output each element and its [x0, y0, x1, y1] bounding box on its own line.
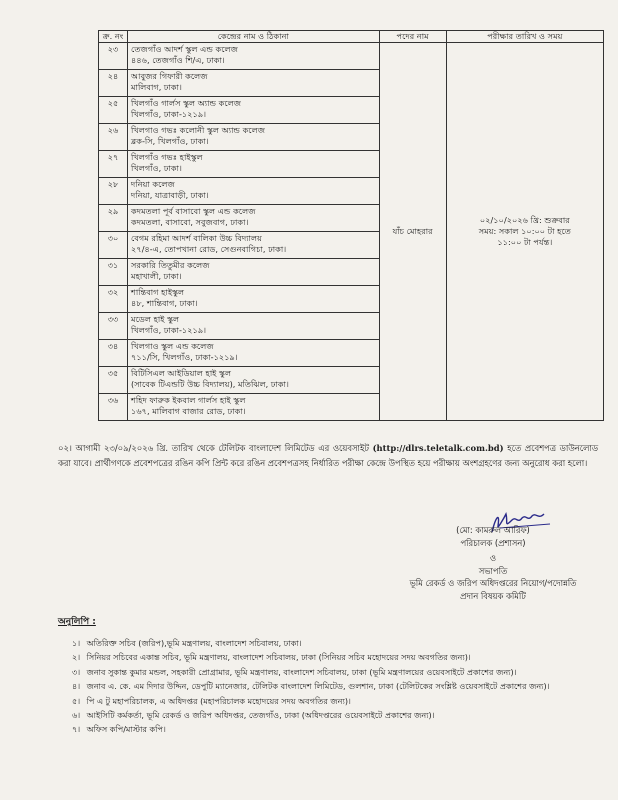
- centre-name: আবুজর গিফারী কলেজ: [131, 71, 208, 81]
- centre-cell: [128, 232, 379, 259]
- list-item: [72, 665, 600, 679]
- list-item: [72, 694, 600, 708]
- centre-address: দনিয়া, যাত্রাবাড়ী, ঢাকা।: [131, 190, 209, 200]
- serial-cell: ৩১: [99, 259, 128, 286]
- list-item: [72, 636, 600, 650]
- copy-to-list: [72, 636, 600, 737]
- serial-cell: ৩৫: [99, 367, 128, 394]
- centre-cell: [128, 124, 379, 151]
- list-item-number: ৬।: [72, 710, 81, 721]
- centre-name: খিলগাও স্কুল এন্ড কলেজ: [131, 341, 214, 351]
- table-header-row: [99, 31, 604, 43]
- centre-address: ৭১১/সি, খিলগাঁও, ঢাকা-১২১৯।: [131, 352, 238, 362]
- notice-paragraph: [58, 441, 598, 471]
- centre-name: শহিদ ফারুক ইকবাল গার্লস হাই স্কুল: [131, 395, 246, 405]
- centre-name: খিলগাঁও গার্লস স্কুল অ্যান্ড কলেজ: [131, 98, 242, 108]
- centre-name: বেগম রহিমা আদর্শ বালিকা উচ্চ বিদ্যালয়: [131, 233, 262, 243]
- serial-cell: ২৬: [99, 124, 128, 151]
- centre-name: মডেল হাই স্কুল: [131, 314, 180, 324]
- centre-name: কদমতলা পূর্ব বাসাবো স্কুল এন্ড কলেজ: [131, 206, 256, 216]
- centre-name: সরকারি তিতুমীর কলেজ: [131, 260, 210, 270]
- date-cell: [446, 43, 603, 421]
- serial-cell: ২৩: [99, 43, 128, 70]
- serial-cell: ৩০: [99, 232, 128, 259]
- serial-cell: ৩২: [99, 286, 128, 313]
- centre-address: ২৭/৪-এ, তোপখানা রোড, সেগুনবাগিচা, ঢাকা।: [131, 244, 287, 254]
- teletalk-url-link[interactable]: (http://dlrs.teletalk.com.bd): [372, 443, 504, 453]
- centre-cell: [128, 313, 379, 340]
- list-item-number: ৪।: [72, 681, 81, 692]
- list-item: [72, 650, 600, 664]
- copy-to-title: অনুলিপি :: [58, 617, 96, 627]
- centre-cell: [128, 340, 379, 367]
- centre-name: শান্তিবাগ হাইস্কুল: [131, 287, 185, 297]
- exam-centre-table: [98, 30, 604, 421]
- centre-address: ৪৪৬, তেজগাঁও শি/এ, ঢাকা।: [131, 55, 225, 65]
- notice-text-before: ০২। আগামী ২৩/০৯/২০২৬ খ্রি. তারিখ থেকে টেলিটক বাংলাদেশ লিমিটেড এর ওয়েবসাইট: [58, 443, 369, 453]
- centre-address: খিলগাঁও, ঢাকা-১২১৯।: [131, 109, 207, 119]
- exam-time-end: ১১:০০ টা পর্যন্ত।: [497, 237, 553, 247]
- centre-cell: [128, 205, 379, 232]
- list-item: [72, 708, 600, 722]
- centre-cell: [128, 394, 379, 421]
- list-item: [72, 722, 600, 736]
- centre-cell: [128, 259, 379, 286]
- list-item-text: জনাব এ. কে. এম দিদার উদ্দিন, ডেপুটি ম্যানেজার, টেলিটক বাংলাদেশ লিমিটেড, গুলশান, ঢাকা (টেলিটকের সংশ্লিষ্ট ওয়েবসাইটে প্রকাশের জন্য)।: [86, 681, 550, 692]
- signatory-chair: সভাপতি: [478, 565, 508, 576]
- serial-cell: ২৪: [99, 70, 128, 97]
- committee-line-2: প্রদান বিষয়ক কমিটি: [460, 590, 526, 601]
- post-cell: যাঁচ মোহরার: [379, 43, 446, 421]
- centre-cell: [128, 367, 379, 394]
- centre-address: মহাখালী, ঢাকা।: [131, 271, 182, 281]
- signature-block: [380, 524, 606, 603]
- list-item-text: জনাব সুকান্ত কুমার মন্ডল, সহকারী প্রোগ্রামার, ভূমি মন্ত্রণালয়, বাংলাদেশ সচিবালয়, ঢাকা (ভূমি মন্ত্রণালয়ের ওয়েবসাইটে প্রকাশের জন্য)।: [86, 666, 517, 677]
- centre-address: ব্লক-সি, খিলগাঁও, ঢাকা।: [131, 136, 209, 146]
- exam-time-start: সময়: সকাল ১০:০০ টা হতে: [478, 226, 571, 236]
- list-item-number: ৭।: [72, 724, 81, 735]
- centre-address: ৪৮, শান্তিবাগ, ঢাকা।: [131, 298, 198, 308]
- serial-cell: ২৮: [99, 178, 128, 205]
- centre-address: খিলগাঁও, ঢাকা-১২১৯।: [131, 325, 207, 335]
- centre-cell: [128, 70, 379, 97]
- list-item-number: ৩।: [72, 666, 81, 677]
- list-item-text: অতিরিক্ত সচিব (জরিপ),ভূমি মন্ত্রণালয়, বাংলাদেশ সচিবালয়, ঢাকা।: [86, 638, 302, 648]
- serial-cell: ২৭: [99, 151, 128, 178]
- centre-name: খিলগাঁও গভঃ হাইস্কুল: [131, 152, 203, 162]
- col-date-header: পরীক্ষার তারিখ ও সময়: [446, 31, 603, 43]
- centre-address: খিলগাঁও, ঢাকা।: [131, 163, 182, 173]
- serial-cell: ২৯: [99, 205, 128, 232]
- serial-cell: ৩৪: [99, 340, 128, 367]
- exam-date: ০২/১০/২০২৬ খ্রি: শুক্রবার: [479, 215, 570, 225]
- signatory-conjunction: ও: [489, 553, 497, 564]
- col-post-header: পদের নাম: [379, 31, 446, 43]
- centre-cell: [128, 286, 379, 313]
- centre-address: মালিবাগ, ঢাকা।: [131, 82, 182, 92]
- centre-address: কদমতলা, বাসাবো, সবুজবাগ, ঢাকা।: [131, 217, 249, 227]
- list-item-text: আইসিটি কর্মকর্তা, ভূমি রেকর্ড ও জরিপ অধিদপ্তর, তেজগাঁও, ঢাকা (অধিদপ্তরের ওয়েবসাইটে প্রকাশের জন্য)।: [86, 710, 435, 721]
- notice-text-after: হতে প্রবেশপত্র ডাউনলোড করা যাবে। প্রার্থীগণকে প্রবেশপত্রের রঙিন কপি প্রিন্ট করে রঙিন প্রবেশপত্রসহ নির্ধারিত পরীক্ষা কেন্দ্রে উপস্থিত হয়ে পরীক্ষায় অংশগ্রহণের জন্য অনুরোধ করা হলো।: [58, 443, 598, 468]
- list-item-number: ৫।: [72, 695, 81, 706]
- signatory-designation: পরিচালক (প্রশাসন): [460, 537, 526, 548]
- centre-cell: [128, 43, 379, 70]
- table-body: [99, 43, 604, 421]
- col-serial-header: ক্র. নং: [99, 31, 128, 43]
- centre-cell: [128, 178, 379, 205]
- centre-address: (সাবেক টিএন্ডটি উচ্চ বিদ্যালয়), মতিঝিল, ঢাকা।: [131, 379, 289, 389]
- centre-cell: [128, 151, 379, 178]
- serial-cell: ৩৬: [99, 394, 128, 421]
- centre-cell: [128, 97, 379, 124]
- col-centre-header: কেন্দ্রের নাম ও ঠিকানা: [128, 31, 379, 43]
- centre-address: ১৬৭, মালিবাগ বাজার রোড, ঢাকা।: [131, 406, 246, 416]
- centre-name: খিলগাও গভঃ কলোনী স্কুল অ্যান্ড কলেজ: [131, 125, 266, 135]
- centre-name: বিটিসিএল আইডিয়াল হাই স্কুল: [131, 368, 232, 378]
- centre-name: তেজগাঁও আদর্শ স্কুল এন্ড কলেজ: [131, 44, 238, 54]
- serial-cell: ২৫: [99, 97, 128, 124]
- list-item-text: অফিস কপি/মাস্টার কপি।: [86, 724, 166, 735]
- list-item-number: ২।: [72, 652, 81, 663]
- list-item-text: সিনিয়র সচিবের একান্ত সচিব, ভূমি মন্ত্রণালয়, বাংলাদেশ সচিবালয়, ঢাকা (সিনিয়র সচিব মহোদয়ের সদয় অবগতির জন্য)।: [86, 652, 471, 663]
- table-row: [99, 43, 604, 70]
- centre-name: দনিয়া কলেজ: [131, 179, 175, 189]
- signatory-name: (মো: কামরুল আরিফ): [456, 525, 530, 535]
- list-item: [72, 679, 600, 693]
- list-item-text: পি এ টু মহাপরিচালক, এ অধিদপ্তর (মহাপরিচালক মহোদয়ের সদয় অবগতির জন্য)।: [86, 695, 351, 706]
- serial-cell: ৩৩: [99, 313, 128, 340]
- committee-line-1: ভূমি রেকর্ড ও জরিপ অধিদপ্তরের নিয়োগ/পদোন্নতি: [409, 578, 577, 589]
- list-item-number: ১।: [72, 638, 81, 648]
